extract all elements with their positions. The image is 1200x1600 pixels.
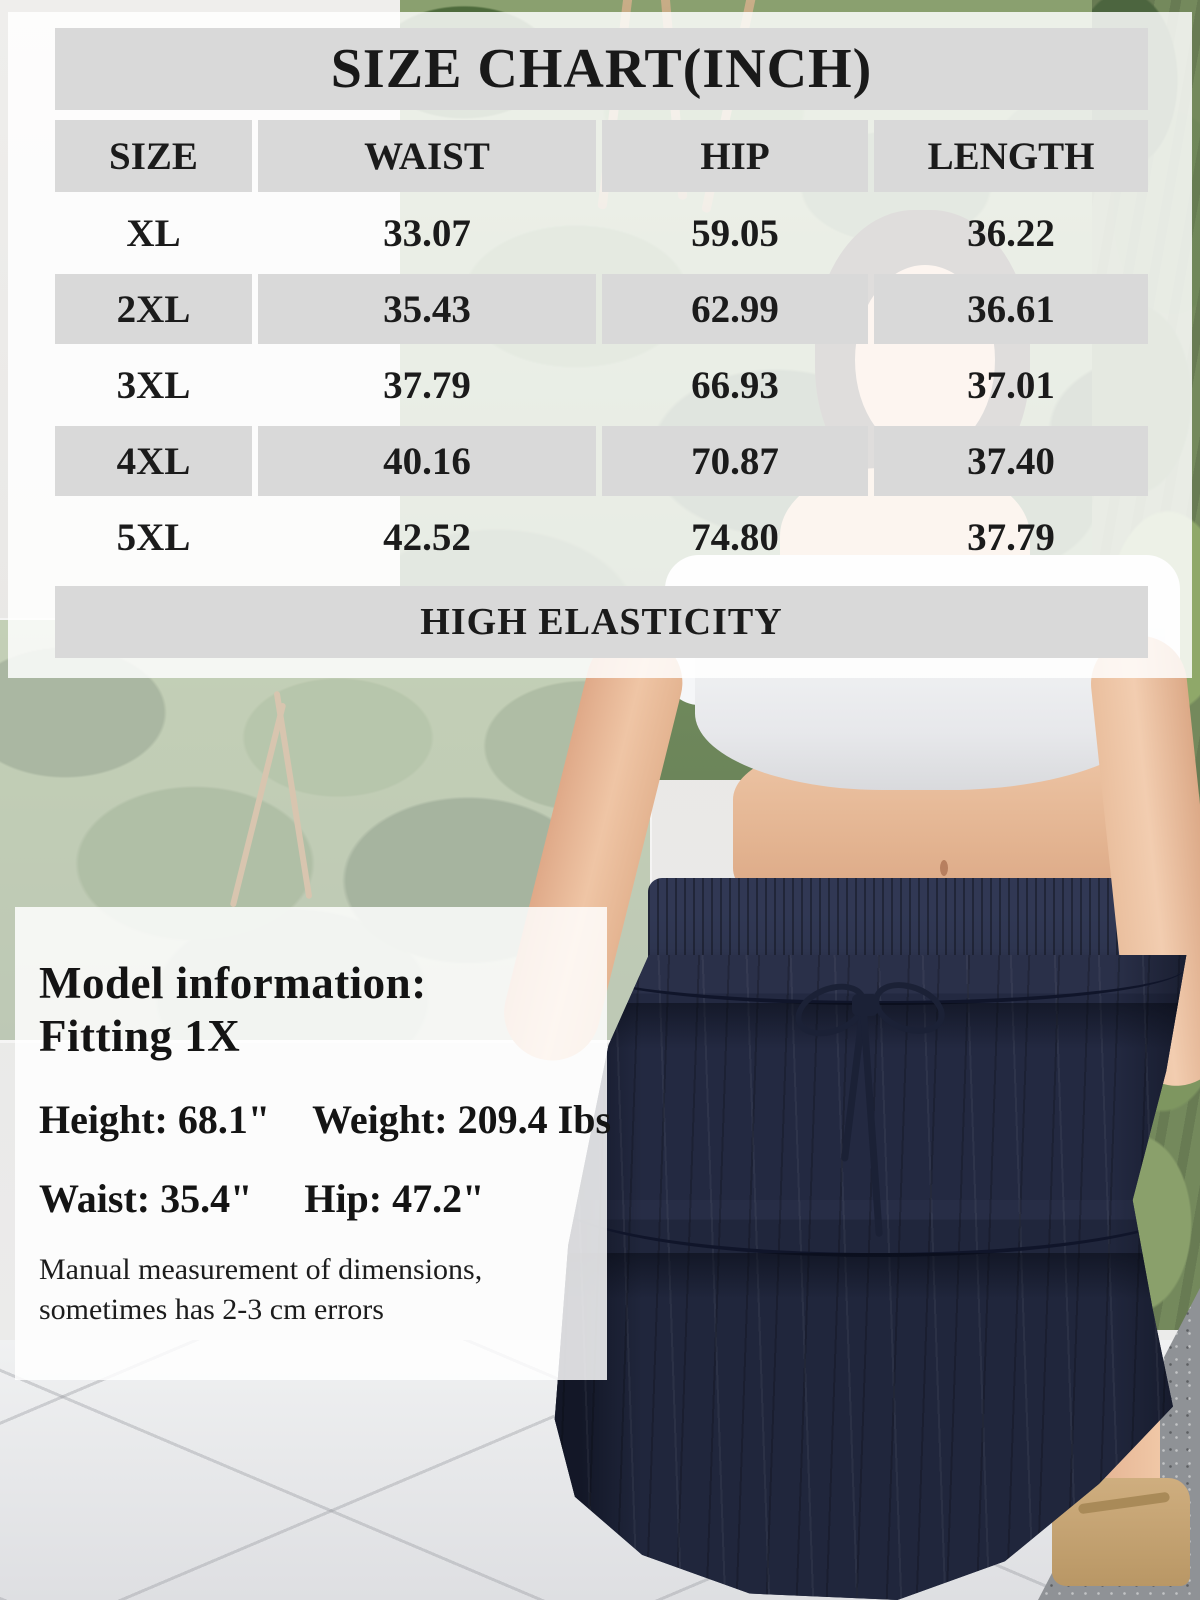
- model-info-heading: [39, 957, 589, 1062]
- model-waist-hip-line: [39, 1175, 589, 1222]
- model-info-heading-line1: Model information:: [39, 958, 427, 1008]
- size-chart-content: [55, 28, 1148, 658]
- model-height-weight-line: [39, 1096, 612, 1143]
- hip-cell: 66.93: [691, 363, 779, 407]
- size-cell: 5XL: [116, 515, 191, 559]
- hip-cell: 74.80: [691, 515, 779, 559]
- size-cell: 4XL: [55, 426, 252, 496]
- length-cell: 36.61: [874, 274, 1148, 344]
- length-cell: 37.79: [967, 515, 1055, 559]
- hip-cell: 59.05: [691, 211, 779, 255]
- hip-cell: 70.87: [602, 426, 868, 496]
- column-header-length: LENGTH: [874, 120, 1148, 192]
- model-info-content: [15, 907, 612, 1330]
- size-chart-panel: [8, 12, 1192, 678]
- measurement-note-line2: sometimes has 2-3 cm errors: [39, 1293, 384, 1327]
- model-height: Height: 68.1": [39, 1097, 271, 1143]
- column-header-waist: WAIST: [258, 120, 596, 192]
- size-cell: XL: [126, 211, 181, 255]
- model-waist: Waist: 35.4": [39, 1176, 253, 1222]
- waist-cell: 37.79: [383, 363, 471, 407]
- drawstring-bow-knot: [852, 994, 878, 1016]
- model-weight: Weight: 209.4 Ibs: [312, 1097, 612, 1143]
- length-cell: 37.01: [967, 363, 1055, 407]
- size-chart-table: [55, 120, 1148, 572]
- size-chart-title: SIZE CHART(INCH): [330, 38, 873, 100]
- measurement-note-line1: Manual measurement of dimensions,: [39, 1253, 483, 1287]
- waist-cell: 42.52: [383, 515, 471, 559]
- hip-cell: 62.99: [602, 274, 868, 344]
- size-cell: 3XL: [116, 363, 191, 407]
- measurement-note: [39, 1250, 589, 1330]
- model-info-panel: [15, 907, 612, 1380]
- waist-cell: 35.43: [258, 274, 596, 344]
- waist-cell: 33.07: [383, 211, 471, 255]
- size-cell: 2XL: [55, 274, 252, 344]
- size-chart-title-bar: [55, 28, 1148, 110]
- column-header-hip: HIP: [602, 120, 868, 192]
- length-cell: 36.22: [967, 211, 1055, 255]
- skirt-tier-shadow-2: [548, 1253, 1200, 1299]
- model-hip: Hip: 47.2": [304, 1176, 485, 1222]
- length-cell: 37.40: [874, 426, 1148, 496]
- high-elasticity-banner: HIGH ELASTICITY: [55, 586, 1148, 658]
- model-info-heading-line2: Fitting 1X: [39, 1010, 241, 1061]
- model-navel: [940, 860, 948, 876]
- waist-cell: 40.16: [258, 426, 596, 496]
- column-header-size: SIZE: [55, 120, 252, 192]
